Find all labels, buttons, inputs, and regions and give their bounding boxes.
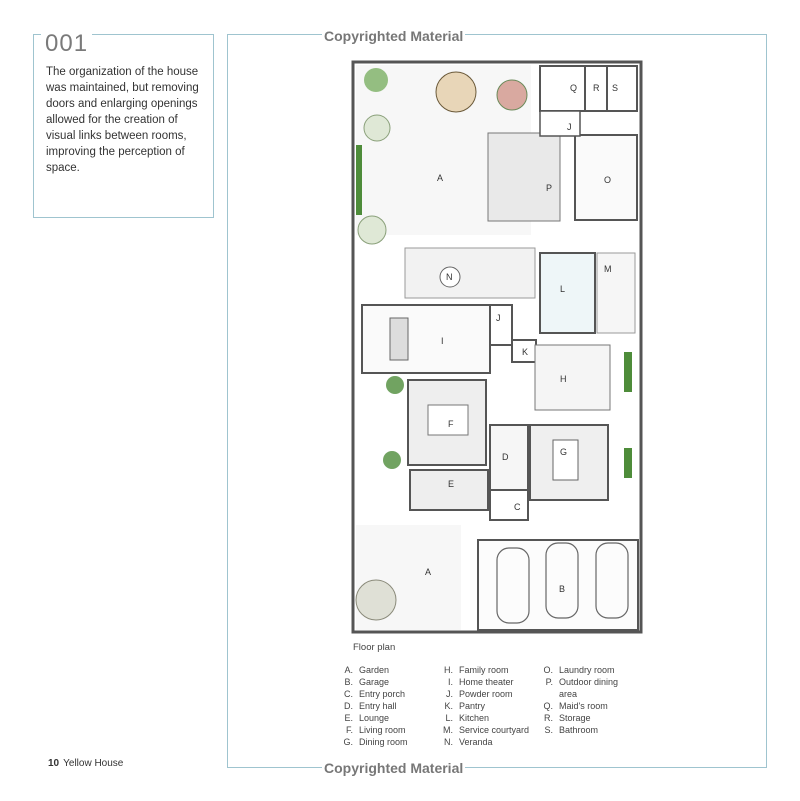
- room-label-j-upper: J: [567, 122, 572, 132]
- room-label-p: P: [546, 183, 553, 193]
- room-label-g: G: [560, 447, 568, 457]
- legend-room-name: Garage: [359, 677, 390, 687]
- room-label-r: R: [593, 83, 600, 93]
- room-label-i: I: [441, 336, 444, 346]
- legend-letter: J.: [445, 689, 453, 699]
- legend-letter: M.: [443, 725, 453, 735]
- room-label-q: Q: [570, 83, 578, 93]
- entry-hall: [490, 425, 528, 490]
- legend-room-name: Family room: [459, 665, 509, 675]
- legend-item: [335, 724, 408, 736]
- legend-letter: S.: [544, 725, 553, 735]
- legend-letter: A.: [344, 665, 353, 675]
- room-label-s: S: [612, 83, 619, 93]
- service-courtyard: [597, 253, 635, 333]
- maids-room: [540, 66, 585, 111]
- room-label-j-lower: J: [496, 313, 501, 323]
- room-label-c: C: [514, 502, 521, 512]
- legend-letter: N.: [444, 737, 453, 747]
- legend-item: [435, 688, 529, 700]
- room-label-m: M: [604, 264, 612, 274]
- legend-room-name: Kitchen: [459, 713, 490, 723]
- room-label-f: F: [448, 419, 454, 429]
- legend-column-3: [535, 664, 618, 736]
- legend-item: [435, 664, 529, 676]
- legend-room-name: Powder room: [459, 689, 513, 699]
- legend-room-name: Service courtyard: [459, 725, 530, 735]
- plan-caption: Floor plan: [353, 642, 396, 653]
- legend-room-name: Home theater: [459, 677, 514, 687]
- legend-item: [535, 664, 618, 676]
- garage: [478, 540, 638, 630]
- veranda: [405, 248, 535, 298]
- book-title: Yellow House: [63, 758, 124, 769]
- room-label-n: N: [446, 272, 453, 282]
- room-label-d: D: [502, 452, 509, 462]
- legend-room-name: Storage: [559, 713, 591, 723]
- legend-letter: B.: [344, 677, 353, 687]
- entry-porch: [490, 490, 528, 520]
- room-label-e: E: [448, 479, 455, 489]
- legend-column-2: [435, 664, 529, 748]
- legend-letter: L.: [445, 713, 453, 723]
- legend-letter: [535, 688, 559, 700]
- legend-item: [335, 712, 408, 724]
- legend-room-name: Living room: [359, 725, 406, 735]
- home-theater: [362, 305, 490, 373]
- legend-item: [335, 736, 408, 748]
- room-label-l: L: [560, 284, 566, 294]
- outdoor-dining-area: [488, 133, 560, 221]
- lounge: [410, 470, 488, 510]
- legend-room-name: Entry porch: [359, 689, 406, 699]
- legend-room-name: Lounge: [359, 713, 390, 723]
- room-label-a-top: A: [437, 173, 444, 183]
- legend-letter: E.: [344, 713, 353, 723]
- project-number: 001: [41, 30, 92, 58]
- family-room: [535, 345, 610, 410]
- legend-letter: D.: [344, 701, 353, 711]
- legend-room-name: Pantry: [459, 701, 486, 711]
- room-label-b: B: [559, 584, 566, 594]
- page-number: 10: [48, 758, 60, 769]
- room-label-k: K: [522, 347, 529, 357]
- legend-item: [435, 736, 529, 748]
- legend-item: [335, 664, 408, 676]
- legend-room-name: Bathroom: [559, 725, 599, 735]
- legend-letter: R.: [544, 713, 553, 723]
- legend-letter: I.: [447, 677, 453, 687]
- legend-item: [535, 676, 618, 688]
- legend-room-name: Garden: [359, 665, 390, 675]
- powder-room-upper: [540, 111, 580, 136]
- home-theater-sofa: [390, 318, 408, 360]
- legend-room-name: area: [559, 689, 578, 699]
- legend-item: [435, 724, 529, 736]
- legend-letter: Q.: [543, 701, 553, 711]
- legend-letter: O.: [543, 665, 553, 675]
- legend-item: [335, 700, 408, 712]
- legend-item: [335, 688, 408, 700]
- dining-table: [553, 440, 578, 480]
- room-label-a-bottom: A: [425, 567, 432, 577]
- legend-room-name: Outdoor dining: [559, 677, 619, 687]
- powder-room: [490, 305, 512, 345]
- watermark-top: Copyrighted Material: [324, 28, 464, 44]
- page-footer: [48, 758, 123, 769]
- legend-column-1: [335, 664, 408, 748]
- legend-room-name: Dining room: [359, 737, 408, 747]
- floor-plan-drawing: [340, 55, 650, 640]
- room-label-h: H: [560, 374, 567, 384]
- legend-item: [535, 724, 618, 736]
- project-description: The organization of the house was maintained, but removing doors and enlarging openings allowed for the creation of visual links between rooms, improving the perception of space.: [46, 66, 199, 174]
- legend-room-name: Entry hall: [359, 701, 397, 711]
- legend-letter: C.: [344, 689, 353, 699]
- watermark-bottom: Copyrighted Material: [324, 760, 464, 776]
- kitchen: [540, 253, 595, 333]
- legend-item: [435, 676, 529, 688]
- legend-letter: G.: [343, 737, 353, 747]
- legend-item: [535, 712, 618, 724]
- room-label-o: O: [604, 175, 612, 185]
- legend-letter: H.: [444, 665, 453, 675]
- legend-room-name: Maid's room: [559, 701, 608, 711]
- legend-letter: P.: [545, 677, 553, 687]
- legend-letter: K.: [444, 701, 453, 711]
- legend-letter: F.: [345, 725, 353, 735]
- legend-item: [535, 700, 618, 712]
- legend-room-name: Veranda: [459, 737, 493, 747]
- legend-item: [535, 688, 618, 700]
- legend-item: [335, 676, 408, 688]
- legend-item: [435, 712, 529, 724]
- legend-item: [435, 700, 529, 712]
- legend-room-name: Laundry room: [559, 665, 615, 675]
